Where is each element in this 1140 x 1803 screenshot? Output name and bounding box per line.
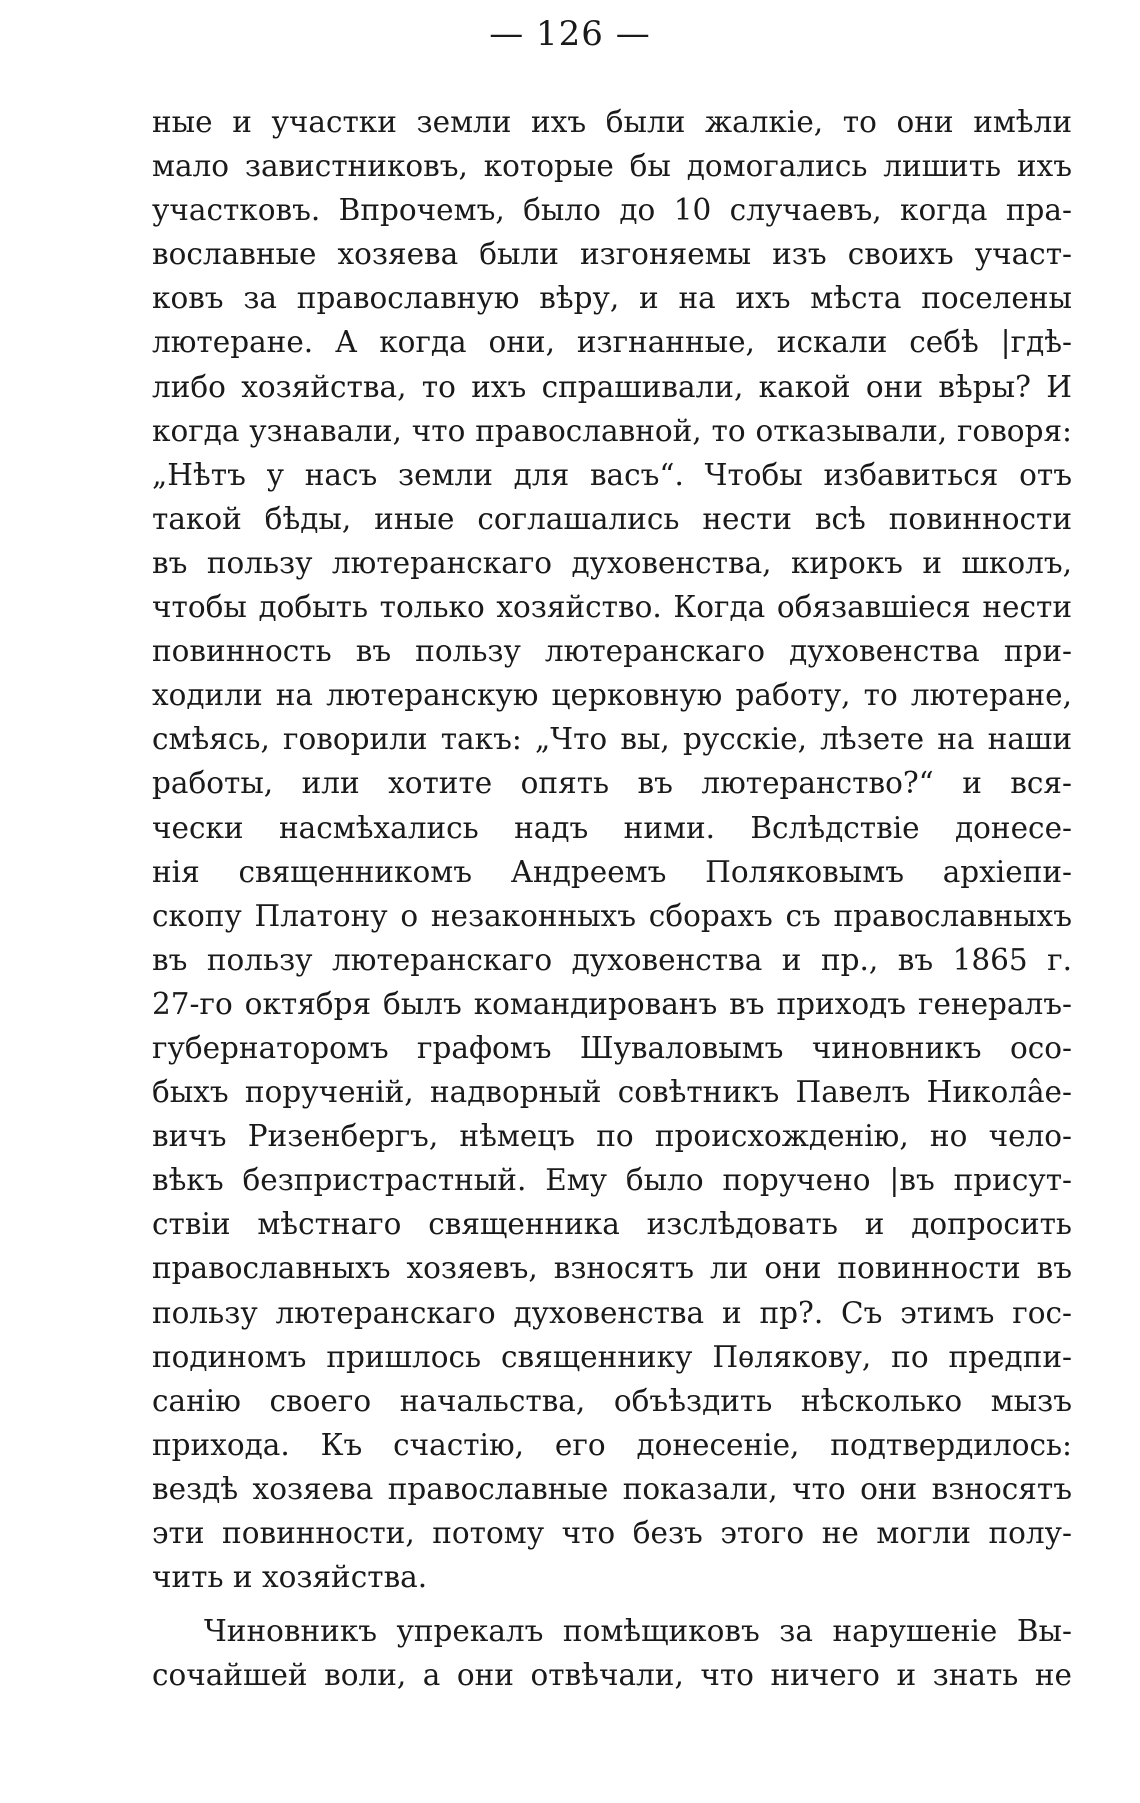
text-line: работы, или хотите опять въ лютеранство?“ и вся- — [152, 766, 1072, 801]
text-line: чески насмѣхались надъ ними. Вслѣдствіе донесе- — [152, 810, 1072, 845]
text-line: повинность въ пользу лютеранскаго духовенства при- — [152, 634, 1072, 669]
text-line: лютеране. А когда они, изгнанные, искали себѣ |гдѣ- — [152, 325, 1072, 360]
body-text — [152, 100, 1072, 1697]
text-line: въ пользу лютеранскаго духовенства и пр., въ 1865 г. — [152, 942, 1072, 977]
text-line: чтобы добыть только хозяйство. Когда обязавшіеся нести — [152, 590, 1072, 625]
text-line: вездѣ хозяева православные показали, что они взносятъ — [152, 1471, 1072, 1506]
text-line: эти повинности, потому что безъ этого не могли полу- — [152, 1516, 1072, 1550]
text-line: пользу лютеранскаго духовенства и пр?. Съ этимъ гос- — [152, 1295, 1072, 1330]
text-line: такой бѣды, иные соглашались нести всѣ повинности — [152, 501, 1072, 536]
text-line: вѣкъ безпристрастный. Ему было поручено |въ присут- — [152, 1163, 1072, 1198]
text-line: „Нѣтъ у насъ земли для васъ“. Чтобы избавиться отъ — [152, 457, 1072, 492]
text-line: ходили на лютеранскую церковную работу, то лютеране, — [152, 678, 1072, 713]
page-number: — 126 — — [489, 14, 651, 54]
text-line: санію своего начальства, объѣздить нѣсколько мызъ — [152, 1383, 1072, 1418]
text-line: мало завистниковъ, которые бы домогались лишить ихъ — [152, 149, 1072, 184]
text-line: ные и участки земли ихъ были жалкіе, то они имѣли — [152, 105, 1072, 139]
text-line: смѣясь, говорили такъ: „Что вы, русскіе, лѣзете на наши — [152, 722, 1072, 757]
text-line: когда узнавали, что православной, то отказывали, говоря: — [152, 413, 1072, 448]
text-line: вославные хозяева были изгоняемы изъ своихъ участ- — [152, 237, 1072, 272]
text-line: прихода. Къ счастію, его донесеніе, подтвердилось: — [152, 1427, 1072, 1462]
text-line: ствіи мѣстнаго священника изслѣдовать и допросить — [152, 1207, 1072, 1242]
text-line: 27-го октября былъ командированъ въ приходъ генералъ- — [152, 986, 1072, 1021]
paragraph-2 — [152, 1609, 1072, 1697]
text-line: Чиновникъ упрекалъ помѣщиковъ за нарушеніе Вы- — [204, 1614, 1072, 1649]
text-line: православныхъ хозяевъ, взносятъ ли они повинности въ — [152, 1251, 1072, 1286]
text-line: чить и хозяйства. — [152, 1560, 428, 1595]
text-line: въ пользу лютеранскаго духовенства, кирокъ и школъ, — [152, 545, 1072, 580]
text-line: ковъ за православную вѣру, и на ихъ мѣста поселены — [152, 281, 1072, 316]
text-line: быхъ порученій, надворный совѣтникъ Павелъ Никола̂е- — [152, 1075, 1072, 1110]
paragraph-spacer — [152, 1599, 1072, 1609]
text-line: вичъ Ризенбергъ, нѣмецъ по происхожденію, но чело- — [152, 1119, 1072, 1154]
text-line: сочайшей воли, а они отвѣчали, что ничего и знать не — [152, 1658, 1072, 1693]
text-line: либо хозяйства, то ихъ спрашивали, какой они вѣры? И — [152, 369, 1072, 404]
text-line: участковъ. Впрочемъ, было до 10 случаевъ, когда пра- — [152, 193, 1072, 228]
text-line: нія священникомъ Андреемъ Поляковымъ архіепи- — [152, 854, 1072, 889]
text-line: губернаторомъ графомъ Шуваловымъ чиновникъ осо- — [152, 1030, 1072, 1065]
text-line: скопу Платону о незаконныхъ сборахъ съ православныхъ — [152, 898, 1072, 933]
text-line: подиномъ пришлось священнику Пѳлякову, по предпи- — [152, 1339, 1072, 1374]
paragraph-1 — [152, 100, 1072, 1599]
